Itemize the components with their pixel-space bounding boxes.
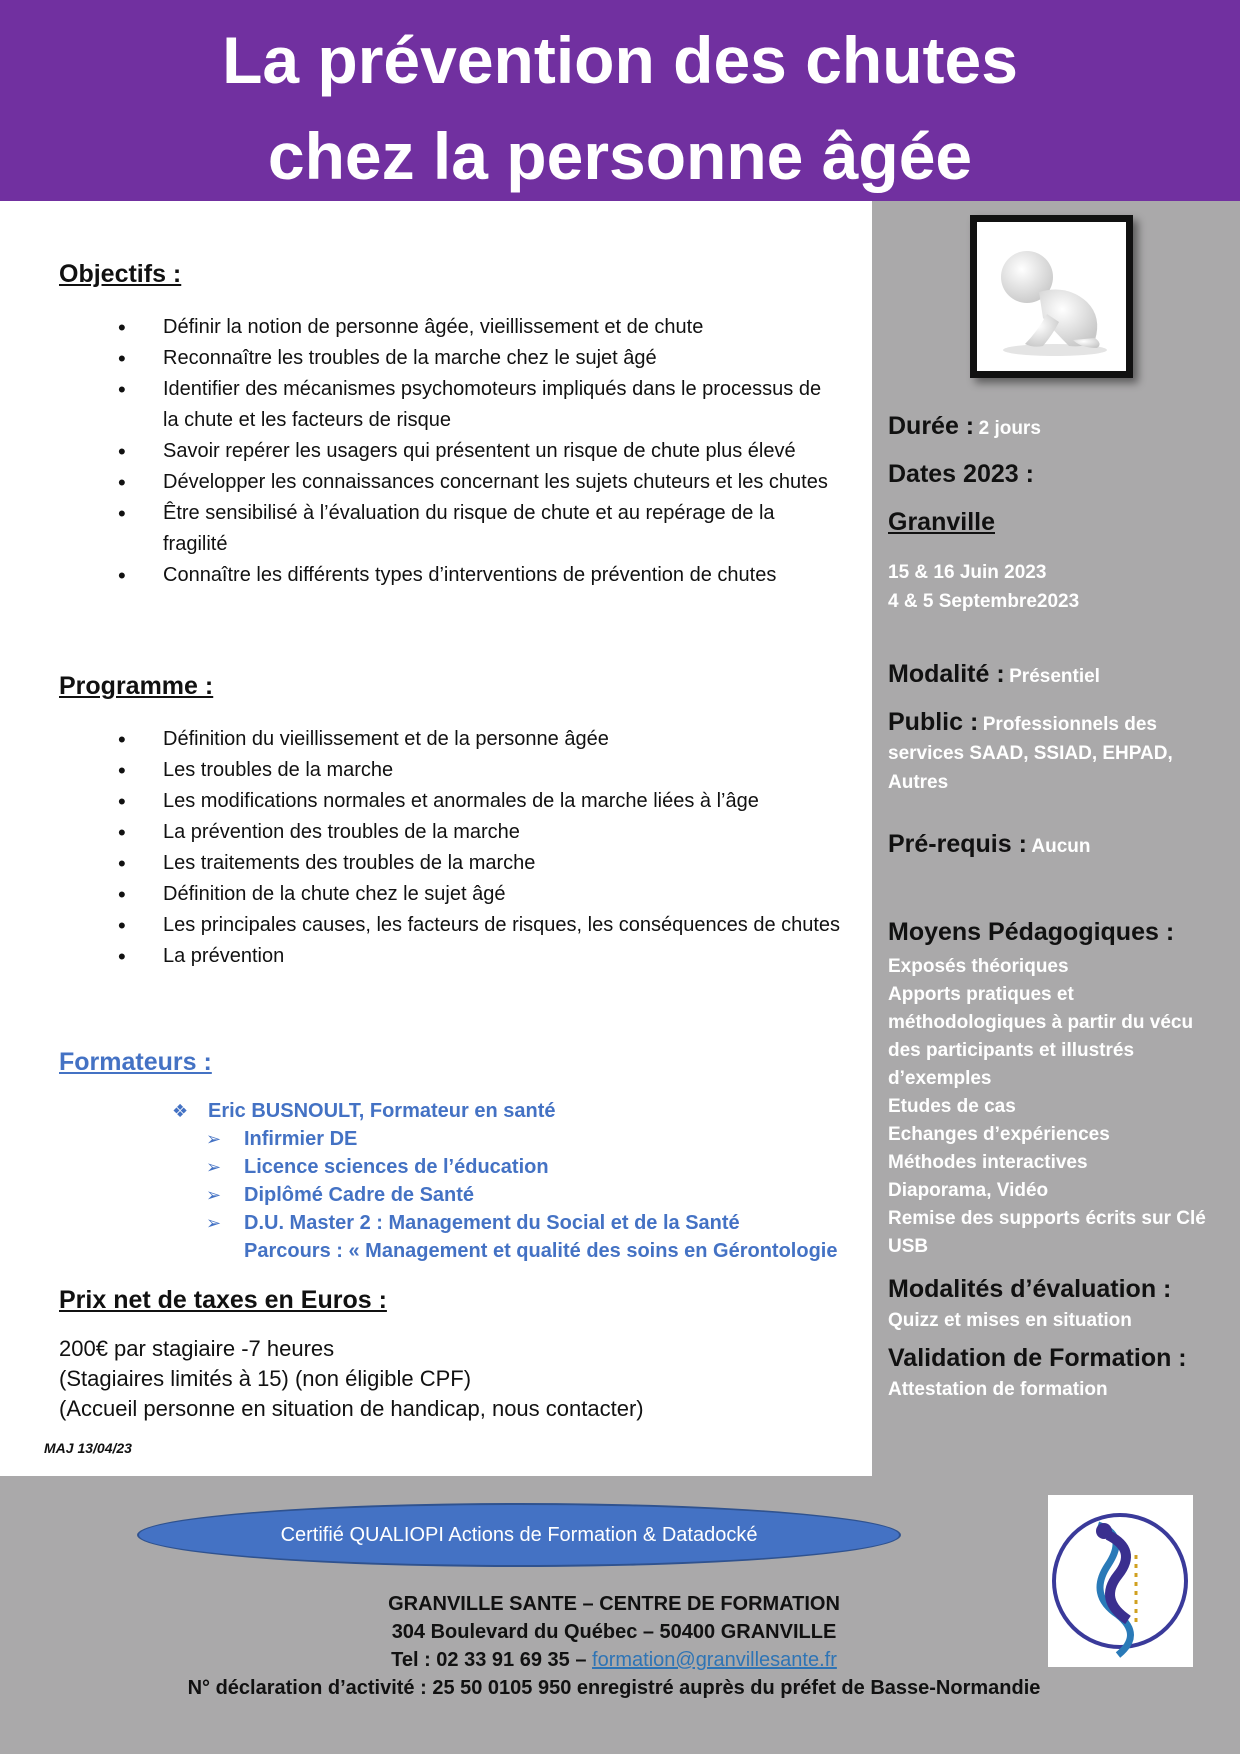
prix-title: Prix net de taxes en Euros : bbox=[59, 1286, 387, 1314]
org-name: GRANVILLE SANTE – CENTRE DE FORMATION bbox=[388, 1593, 840, 1615]
lieu-label: Granville bbox=[888, 508, 995, 536]
list-item: Echanges d’expériences bbox=[888, 1124, 1110, 1145]
org-address: 304 Boulevard du Québec – 50400 GRANVILLE bbox=[391, 1621, 837, 1643]
list-item: • Les modifications normales et anormales de la marche liées à l’âge bbox=[0, 786, 860, 817]
evaluation-value: Quizz et mises en situation bbox=[888, 1310, 1132, 1331]
dates-list bbox=[888, 558, 1228, 616]
list-item: • La prévention bbox=[0, 941, 860, 972]
formateur-qualifications bbox=[206, 1125, 837, 1265]
evaluation-label: Modalités d’évaluation : bbox=[888, 1275, 1172, 1303]
objectifs-title: Objectifs : bbox=[59, 260, 182, 288]
list-item: Diaporama, Vidéo bbox=[888, 1180, 1049, 1201]
update-date: MAJ 13/04/23 bbox=[44, 1440, 132, 1456]
dates-label: Dates 2023 : bbox=[888, 460, 1034, 488]
arrow-bullet-icon: ➢ bbox=[206, 1157, 222, 1177]
list-item: Etudes de cas bbox=[888, 1096, 1016, 1117]
prix-details bbox=[59, 1334, 644, 1424]
list-item: • Définition de la chute chez le sujet âgé bbox=[0, 879, 860, 910]
list-item: • Les principales causes, les facteurs de risques, les conséquences de chutes bbox=[0, 910, 860, 941]
arrow-bullet-icon: ➢ bbox=[206, 1213, 222, 1233]
list-item: • Savoir repérer les usagers qui présentent un risque de chute plus élevé bbox=[0, 436, 860, 467]
formateurs-title: Formateurs : bbox=[59, 1048, 212, 1076]
date-item: 4 & 5 Septembre2023 bbox=[888, 591, 1080, 612]
list-item: • Connaître les différents types d’interventions de prévention de chutes bbox=[0, 560, 860, 591]
prix-line: 200€ par stagiaire -7 heures bbox=[59, 1336, 335, 1361]
moyens-list bbox=[888, 953, 1220, 1261]
footer-contact bbox=[0, 1590, 1228, 1702]
list-item: • Être sensibilisé à l’évaluation du risque de chute et au repérage de la fragilité bbox=[0, 498, 830, 560]
prerequis-value: Aucun bbox=[1031, 836, 1091, 857]
date-item: 15 & 16 Juin 2023 bbox=[888, 562, 1047, 583]
arrow-bullet-icon: ➢ bbox=[206, 1129, 222, 1149]
programme-list bbox=[0, 724, 860, 972]
list-item: ➢ Infirmier DE bbox=[206, 1125, 837, 1153]
prix-line: (Accueil personne en situation de handicap, nous contacter) bbox=[59, 1396, 644, 1421]
list-item: Apports pratiques et méthodologiques à partir du vécu des participants et illustrés d’exemples bbox=[888, 984, 1194, 1089]
modalite-block bbox=[888, 660, 1228, 689]
page-title-line1: La prévention des chutes bbox=[222, 23, 1018, 97]
list-item: • Développer les connaissances concernant les sujets chuteurs et les chutes bbox=[0, 467, 860, 498]
public-block bbox=[888, 708, 1228, 798]
list-item: ➢ Licence sciences de l’éducation bbox=[206, 1153, 837, 1181]
objectifs-list bbox=[0, 312, 860, 591]
illustration-frame bbox=[970, 215, 1133, 378]
diamond-bullet-icon: ❖ bbox=[172, 1101, 189, 1121]
public-label: Public : bbox=[888, 708, 979, 736]
list-item: Exposés théoriques bbox=[888, 956, 1069, 977]
prerequis-block bbox=[888, 830, 1228, 859]
list-item: • Définition du vieillissement et de la personne âgée bbox=[0, 724, 860, 755]
email-link[interactable]: formation@granvillesante.fr bbox=[592, 1649, 837, 1671]
org-contact-line bbox=[0, 1646, 1228, 1674]
list-item: Remise des supports écrits sur Clé USB bbox=[888, 1208, 1206, 1257]
programme-title: Programme : bbox=[59, 672, 214, 700]
list-item: ➢ Diplômé Cadre de Santé bbox=[206, 1181, 837, 1209]
page-title-line2: chez la personne âgée bbox=[267, 119, 973, 193]
page-header bbox=[0, 0, 1240, 201]
list-item: ➢ D.U. Master 2 : Management du Social et de la Santé bbox=[206, 1209, 837, 1237]
formateur-main bbox=[172, 1097, 555, 1125]
public-value: Professionnels des services SAAD, SSIAD, EHPAD, Autres bbox=[888, 714, 1173, 793]
list-item: • Définir la notion de personne âgée, vieillissement et de chute bbox=[0, 312, 860, 343]
org-declaration: N° déclaration d’activité : 25 50 0105 950 enregistré auprès du préfet de Basse-Normandie bbox=[187, 1677, 1041, 1699]
fallen-figure-icon bbox=[977, 222, 1126, 371]
list-item: • Identifier des mécanismes psychomoteurs impliqués dans le processus de la chute et les facteurs de risque bbox=[0, 374, 840, 436]
certification-badge: Certifié QUALIOPI Actions de Formation & Datadocké bbox=[137, 1503, 901, 1567]
prerequis-label: Pré-requis : bbox=[888, 830, 1027, 858]
list-item: • La prévention des troubles de la marche bbox=[0, 817, 860, 848]
list-item: • Les traitements des troubles de la marche bbox=[0, 848, 860, 879]
arrow-bullet-icon: ➢ bbox=[206, 1185, 222, 1205]
list-item: • Les troubles de la marche bbox=[0, 755, 860, 786]
org-tel: Tel : 02 33 91 69 35 – bbox=[391, 1649, 587, 1671]
duree-value: 2 jours bbox=[978, 418, 1041, 439]
validation-value: Attestation de formation bbox=[888, 1379, 1108, 1400]
duree-label: Durée : bbox=[888, 412, 975, 440]
list-item: Parcours : « Management et qualité des soins en Gérontologie bbox=[244, 1240, 838, 1262]
list-item: • Reconnaître les troubles de la marche chez le sujet âgé bbox=[0, 343, 860, 374]
formateur-name: Eric BUSNOULT, Formateur en santé bbox=[208, 1100, 556, 1122]
duree-block bbox=[888, 412, 1228, 441]
validation-label: Validation de Formation : bbox=[888, 1344, 1187, 1372]
prix-line: (Stagiaires limités à 15) (non éligible CPF) bbox=[59, 1366, 472, 1391]
list-item: Méthodes interactives bbox=[888, 1152, 1088, 1173]
modalite-label: Modalité : bbox=[888, 660, 1005, 688]
modalite-value: Présentiel bbox=[1009, 666, 1100, 687]
moyens-label: Moyens Pédagogiques : bbox=[888, 918, 1175, 946]
